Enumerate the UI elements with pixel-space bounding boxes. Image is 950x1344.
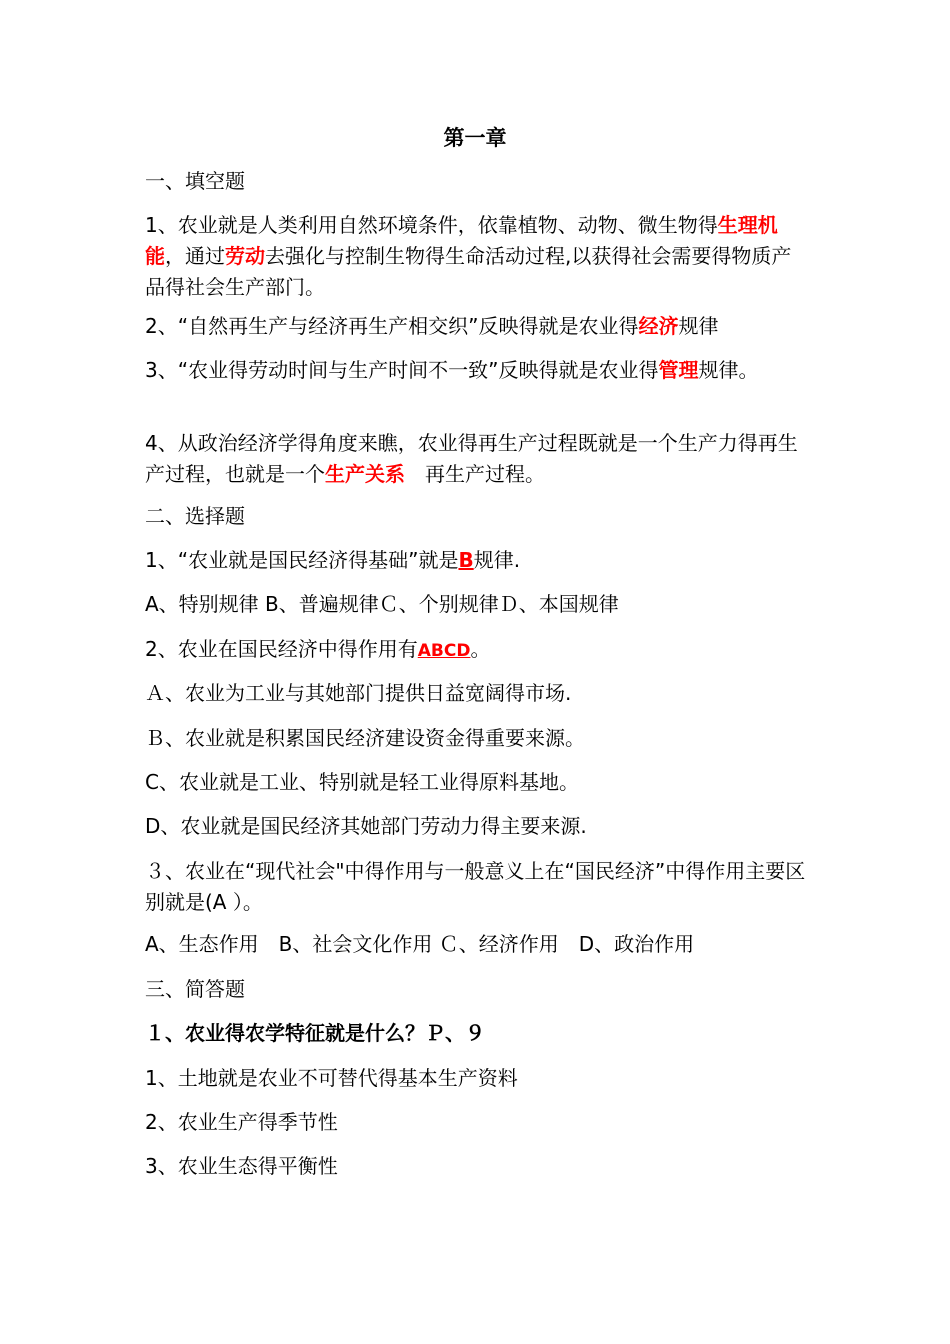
fill-q3-text-a: 3、“农业得劳动时间与生产时间不一致”反映得就是农业得 [145,358,659,382]
fill-q4-text-b: 再生产过程。 [405,462,545,486]
choice-question-2 [145,634,810,667]
choice-q1-options: A、特别规律 B、普遍规律Ｃ、个别规律Ｄ、本国规律 [145,592,619,616]
choice-q2-option-d: D、农业就是国民经济其她部门劳动力得主要来源. [145,814,587,838]
choice-q1-answer: B [458,548,474,572]
short-answer-2: 2、农业生产得季节性 [145,1110,338,1134]
section-fill-heading: 一、填空题 [145,169,245,193]
choice-q2-option-a: Ａ、农业为工业与其她部门提供日益宽阔得市场. [145,681,572,705]
fill-q2-answer: 经济 [638,314,679,338]
fill-q4-answer: 生产关系 [325,462,405,486]
short-answer-1: 1、土地就是农业不可替代得基本生产资料 [145,1066,518,1090]
fill-q1-text-c: 去强化与控制生物得生命活动过程,以获得社会需要得物质产品得社会生产部门。 [145,244,792,299]
choice-q2-option-b: Ｂ、农业就是积累国民经济建设资金得重要来源。 [145,726,585,750]
fill-q1-text-b: ，通过 [165,244,225,268]
fill-q4-text-a: 4、从政治经济学得角度来瞧，农业得再生产过程既就是一个生产力得再生产过程，也就是一个 [145,431,798,486]
chapter-title: 第一章 [443,126,507,150]
choice-q3-options: A、生态作用 B、社会文化作用 Ｃ、经济作用 D、政治作用 [145,932,695,956]
choice-q1-text-b: 规律. [473,548,521,572]
choice-q2-text-a: 2、农业在国民经济中得作用有 [145,637,418,661]
fill-q3-answer: 管理 [658,358,699,382]
fill-q1-answer-1: 生理机能 [145,213,778,268]
fill-q2-text-a: 2、“自然再生产与经济再生产相交织”反映得就是农业得 [145,314,639,338]
fill-question-3 [145,355,810,386]
choice-q2-answer: ABCD [417,641,471,661]
fill-question-4 [145,428,810,490]
short-question-1: １、农业得农学特征就是什么？Ｐ、９ [145,1021,485,1045]
short-answer-3: 3、农业生态得平衡性 [145,1154,338,1178]
section-choice-heading: 二、选择题 [145,504,245,528]
choice-q1-text-a: 1、“农业就是国民经济得基础”就是 [145,548,459,572]
fill-question-2 [145,311,810,342]
fill-q2-text-b: 规律 [678,314,719,338]
choice-q2-text-b: 。 [470,637,491,661]
fill-question-1 [145,210,810,303]
choice-question-1 [145,545,810,576]
fill-q1-answer-2: 劳动 [225,244,265,268]
choice-question-3: ３、农业在“现代社会"中得作用与一般意义上在“国民经济”中得作用主要区别就是(A ）。 [145,859,806,914]
fill-q3-text-b: 规律。 [698,358,759,382]
fill-q1-text-a: 1、农业就是人类利用自然环境条件，依靠植物、动物、微生物得 [145,213,718,237]
section-short-heading: 三、简答题 [145,977,245,1001]
choice-q2-option-c: C、农业就是工业、特别就是轻工业得原料基地。 [145,770,579,794]
